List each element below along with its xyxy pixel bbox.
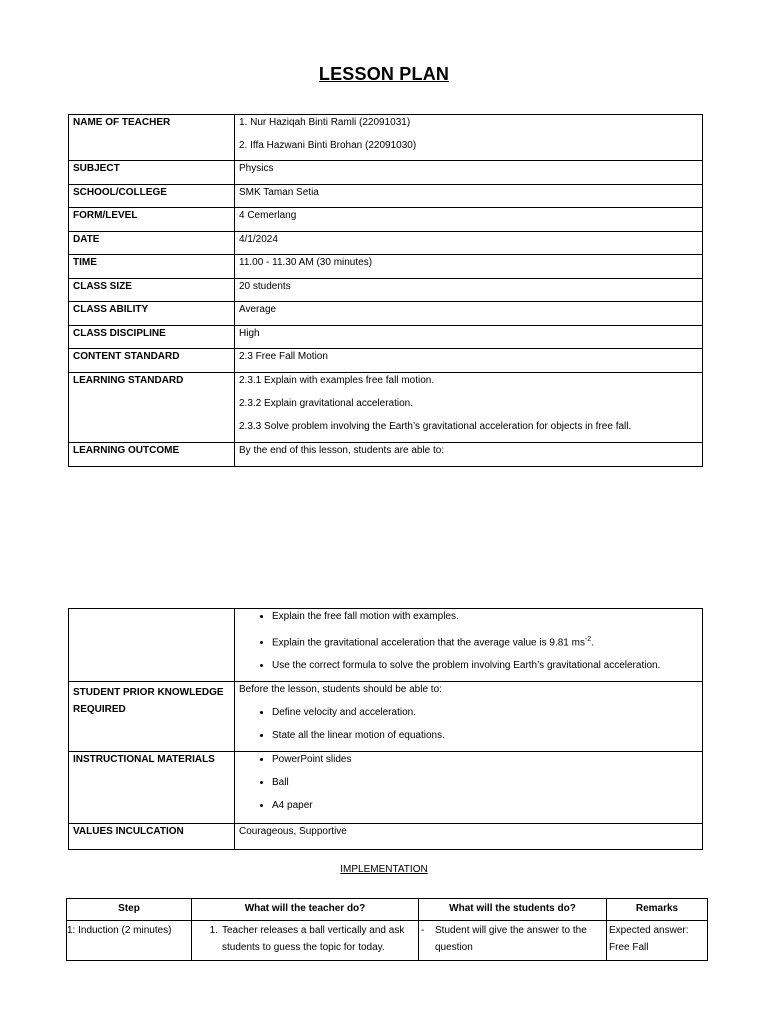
label-form: FORM/LEVEL (69, 208, 235, 232)
teacher-item-text: Teacher releases a ball vertically and ask students to guess the topic for today. (222, 925, 405, 953)
prior-knowledge-item: • Define velocity and acceleration. (272, 707, 698, 719)
label-class-ability: CLASS ABILITY (69, 302, 235, 326)
learning-outcome-item: • Use the correct formula to solve the problem involving Earth’s gravitational acceleration. (272, 660, 698, 672)
learning-outcome-item: • Explain the gravitational acceleration that the average value is 9.81 $ms^{-2}$. (272, 634, 698, 649)
value-prior-knowledge (235, 682, 703, 752)
learning-standard-1: 2.3.1 Explain with examples free fall motion. (239, 375, 435, 386)
label-name-of-teacher: NAME OF TEACHER (69, 115, 235, 161)
value-date: 4/1/2024 (235, 232, 703, 255)
label-learning-standard: LEARNING STANDARD (69, 373, 235, 443)
value-school: SMK Taman Setia (235, 185, 703, 208)
value-class-discipline: High (235, 326, 703, 349)
step-cell: 1: Induction (2 minutes) (67, 921, 192, 961)
prior-knowledge-intro: Before the lesson, students should be able to: (239, 684, 442, 695)
header-step: Step (67, 899, 192, 921)
students-cell (419, 921, 607, 961)
value-class-ability: Average (235, 302, 703, 326)
label-instructional-materials: INSTRUCTIONAL MATERIALS (69, 752, 235, 824)
material-item: • A4 paper (272, 800, 698, 812)
label-class-discipline: CLASS DISCIPLINE (69, 326, 235, 349)
label-learning-outcome: LEARNING OUTCOME (69, 443, 235, 467)
value-name-of-teacher (235, 115, 703, 161)
label-school: SCHOOL/COLLEGE (69, 185, 235, 208)
header-remarks: Remarks (607, 899, 708, 921)
implementation-heading: IMPLEMENTATION (340, 864, 428, 875)
label-subject: SUBJECT (69, 161, 235, 185)
value-instructional-materials (235, 752, 703, 824)
lesson-details-table-continued (68, 608, 703, 850)
label-class-size: CLASS SIZE (69, 279, 235, 302)
lesson-details-table (68, 114, 703, 467)
value-learning-outcome: By the end of this lesson, students are able to: (235, 443, 703, 467)
value-content-standard: 2.3 Free Fall Motion (235, 349, 703, 373)
header-students: What will the students do? (419, 899, 607, 921)
label-empty (69, 609, 235, 682)
remarks-cell: Expected answer: Free Fall (607, 921, 708, 961)
teacher-1: 1. Nur Haziqah Binti Ramli (22091031) (239, 117, 411, 128)
learning-standard-2: 2.3.2 Explain gravitational acceleration. (239, 398, 413, 409)
label-date: DATE (69, 232, 235, 255)
document-title: LESSON PLAN (318, 64, 450, 84)
value-class-size: 20 students (235, 279, 703, 302)
value-form: 4 Cemerlang (235, 208, 703, 232)
learning-outcome-item: • Explain the free fall motion with examples. (272, 611, 698, 623)
learning-standard-3: 2.3.3 Solve problem involving the Earth’s gravitational acceleration for objects in free fall. (239, 421, 632, 432)
teacher-item-number: 1. (209, 925, 218, 936)
label-values-inculcation: VALUES INCULCATION (69, 824, 235, 850)
header-teacher: What will the teacher do? (192, 899, 419, 921)
material-item: • PowerPoint slides (272, 754, 698, 766)
teacher-cell (192, 921, 419, 961)
value-learning-standard (235, 373, 703, 443)
value-time: 11.00 - 11.30 AM (30 minutes) (235, 255, 703, 279)
students-item-text: Student will give the answer to the question (435, 925, 587, 953)
label-content-standard: CONTENT STANDARD (69, 349, 235, 373)
label-prior-knowledge: STUDENT PRIOR KNOWLEDGE REQUIRED (69, 682, 235, 752)
label-time: TIME (69, 255, 235, 279)
implementation-table (66, 898, 708, 961)
value-values-inculcation: Courageous, Supportive (235, 824, 703, 850)
teacher-2: 2. Iffa Hazwani Binti Brohan (22091030) (239, 140, 417, 151)
material-item: • Ball (272, 777, 698, 789)
value-subject: Physics (235, 161, 703, 185)
prior-knowledge-item: • State all the linear motion of equations. (272, 730, 698, 742)
learning-outcome-list (235, 609, 703, 682)
students-dash: - (421, 925, 425, 936)
